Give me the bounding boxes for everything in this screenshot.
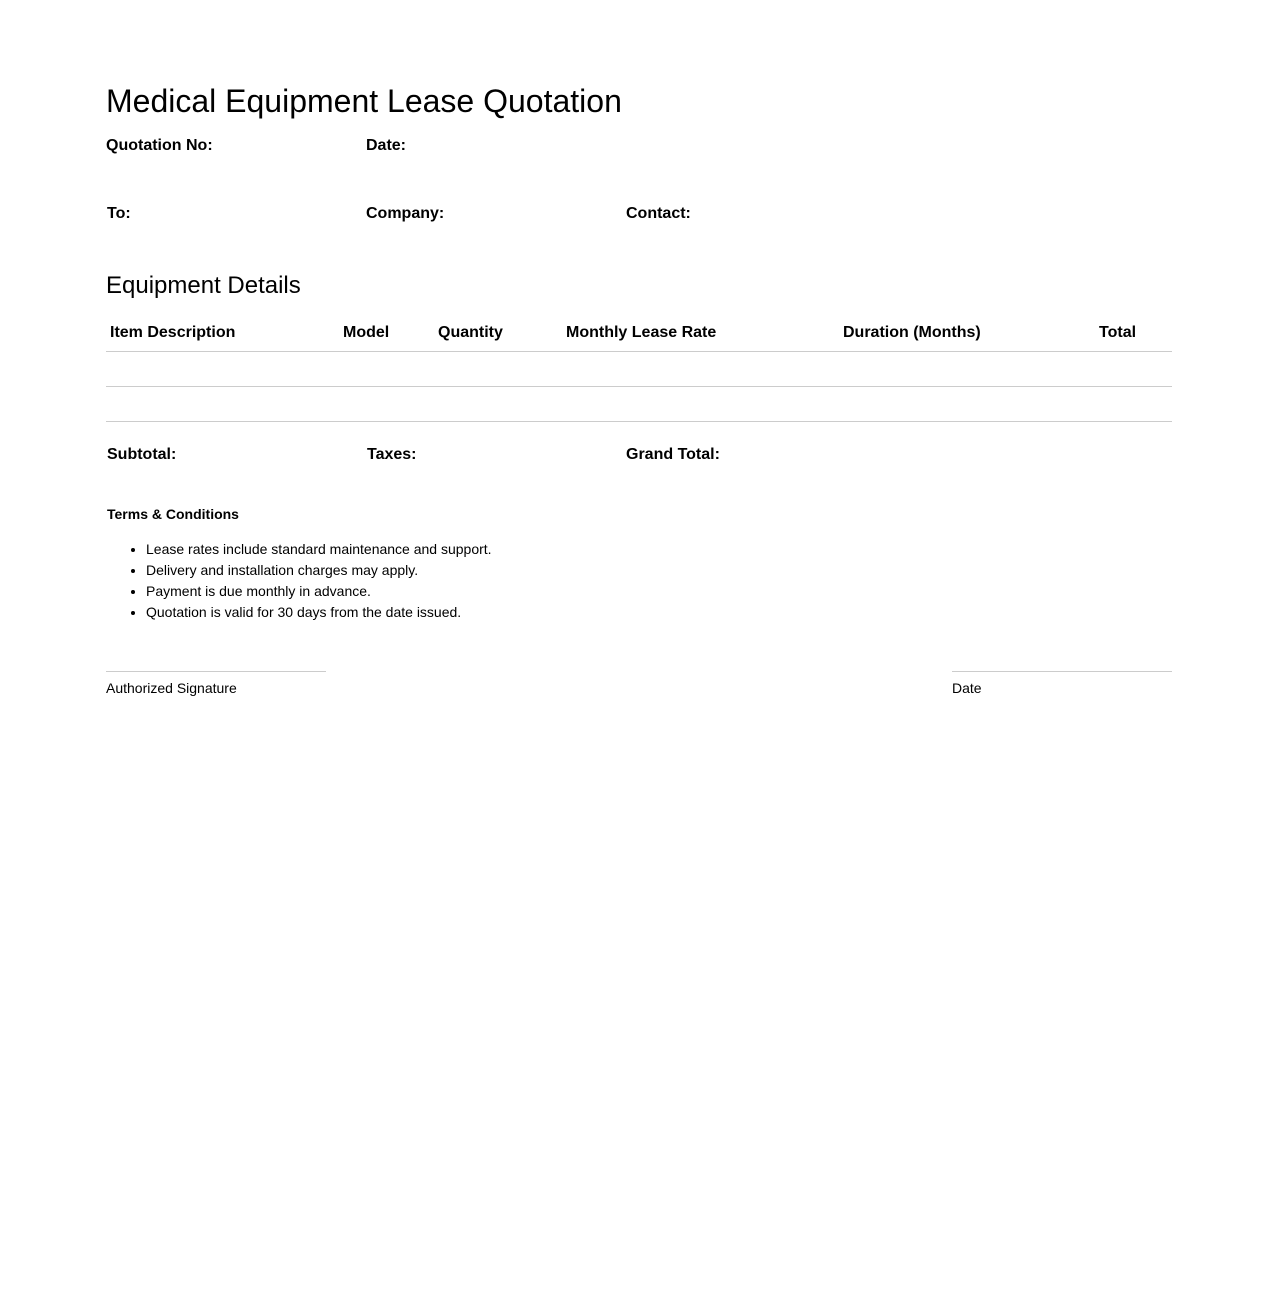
equipment-details-heading: Equipment Details [106, 272, 301, 299]
authorized-signature-label: Authorized Signature [106, 680, 237, 696]
quotation-no-label: Quotation No: [106, 137, 213, 154]
cell-total [1095, 351, 1172, 386]
cell-quantity [434, 351, 562, 386]
to-label: To: [107, 205, 131, 222]
cell-monthly-lease-rate [562, 386, 839, 421]
terms-item: • Delivery and installation charges may apply. [146, 560, 492, 581]
cell-item-description [106, 386, 339, 421]
grand-total-label: Grand Total: [626, 446, 720, 463]
cell-duration [839, 386, 1095, 421]
date-label: Date: [366, 137, 407, 154]
column-header-item-description: Item Description [106, 316, 339, 351]
table-row [106, 386, 1172, 421]
signature-date-line [952, 671, 1172, 696]
cell-quantity [434, 386, 562, 421]
authorized-signature-line [106, 671, 326, 696]
terms-item: • Lease rates include standard maintenance and support. [146, 539, 492, 560]
cell-model [339, 351, 434, 386]
column-header-duration: Duration (Months) [839, 316, 1095, 351]
table-row [106, 351, 1172, 386]
terms-item: • Quotation is valid for 30 days from the date issued. [146, 602, 492, 623]
terms-item: • Payment is due monthly in advance. [146, 581, 492, 602]
equipment-table [106, 316, 1172, 422]
cell-item-description [106, 351, 339, 386]
column-header-monthly-lease-rate: Monthly Lease Rate [562, 316, 839, 351]
taxes-label: Taxes: [367, 446, 417, 463]
contact-label: Contact: [626, 205, 691, 222]
cell-model [339, 386, 434, 421]
table-header-row [106, 316, 1172, 351]
column-header-model: Model [339, 316, 434, 351]
cell-total [1095, 386, 1172, 421]
column-header-quantity: Quantity [434, 316, 562, 351]
subtotal-label: Subtotal: [107, 446, 177, 463]
cell-duration [839, 351, 1095, 386]
cell-monthly-lease-rate [562, 351, 839, 386]
signature-date-label: Date [952, 680, 982, 696]
company-label: Company: [366, 205, 445, 222]
terms-heading: Terms & Conditions [107, 506, 239, 522]
terms-list [146, 539, 492, 623]
column-header-total: Total [1095, 316, 1172, 351]
document-title: Medical Equipment Lease Quotation [106, 83, 622, 119]
